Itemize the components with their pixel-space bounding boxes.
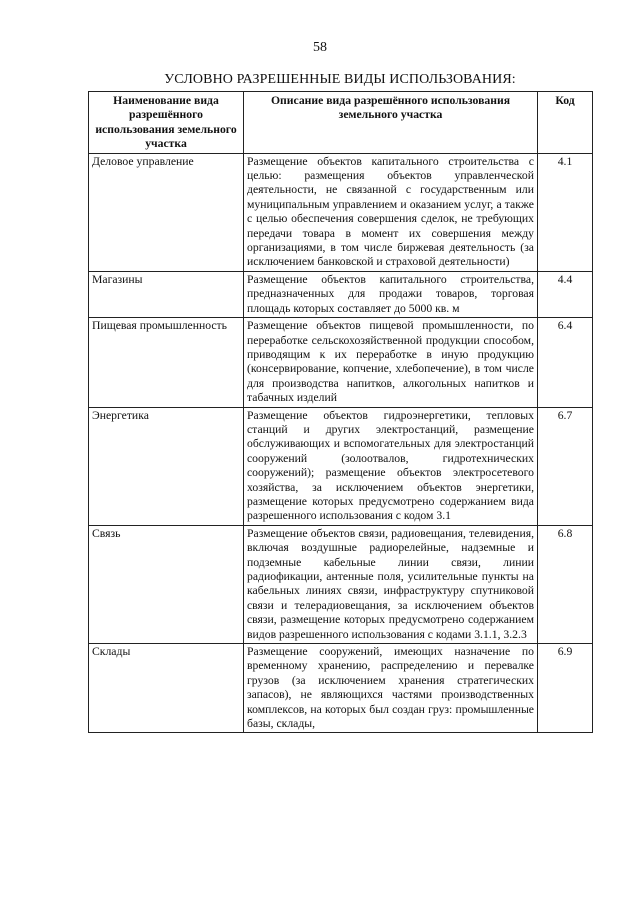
use-description: Размещение объектов пищевой промышленности, по переработке сельскохозяйственной продукции способом, приводящим к их переработке в иную продукцию (консервирование, копчение, хлебопечение), в том числе для производства напитков, алкогольных напитков и табачных изделий (244, 318, 538, 407)
use-code: 6.8 (538, 525, 593, 643)
page-number: 58 (313, 40, 327, 55)
use-name: Пищевая промышленность (89, 318, 244, 407)
use-code: 6.7 (538, 407, 593, 525)
table-row (89, 271, 593, 317)
use-name: Магазины (89, 271, 244, 317)
use-name: Склады (89, 644, 244, 733)
permitted-uses-table (88, 91, 593, 733)
use-name: Энергетика (89, 407, 244, 525)
use-name: Связь (89, 525, 244, 643)
use-code: 6.4 (538, 318, 593, 407)
use-description: Размещение сооружений, имеющих назначение по временному хранению, распределению и перевалке грузов (за исключением хранения стратегических запасов), не являющихся частями производственных комплексов, на которых был создан груз: промышленные базы, склады, (244, 644, 538, 733)
use-code: 4.4 (538, 271, 593, 317)
table-row (89, 407, 593, 525)
header-description: Описание вида разрешённого использования земельного участка (244, 92, 538, 154)
table-header-row (89, 92, 593, 154)
use-description: Размещение объектов капитального строительства, предназначенных для продажи товаров, торговая площадь которых составляет до 5000 кв. м (244, 271, 538, 317)
table-row (89, 318, 593, 407)
header-name: Наименование вида разрешённого использования земельного участка (89, 92, 244, 154)
use-code: 4.1 (538, 153, 593, 271)
use-code: 6.9 (538, 644, 593, 733)
table-row (89, 525, 593, 643)
table-row (89, 644, 593, 733)
use-description: Размещение объектов капитального строительства с целью: размещения объектов управленческой деятельности, не связанной с государственным или муниципальным управлением и оказанием услуг, а также с целью обеспечения совершения сделок, не требующих передачи товара в момент их совершения между организациями, в том числе биржевая деятельность (за исключением банковской и страховой деятельности) (244, 153, 538, 271)
header-code: Код (538, 92, 593, 154)
table-row (89, 153, 593, 271)
use-description: Размещение объектов гидроэнергетики, тепловых станций и других электростанций, размещение обслуживающих и вспомогательных для электростанций сооружений (золоотвалов, гидротехнических сооружений); размещение объектов электросетевого хозяйства, за исключением объектов энергетики, размещение которых предусмотрено содержанием вида разрешенного использования с кодом 3.1 (244, 407, 538, 525)
use-description: Размещение объектов связи, радиовещания, телевидения, включая воздушные радиорелейные, надземные и подземные кабельные линии связи, линии радиофикации, антенные поля, усилительные пункты на кабельных линиях связи, инфраструктуру спутниковой связи и телерадиовещания, за исключением объектов связи, размещение которых предусмотрено содержанием видов разрешенного использования с кодами 3.1.1, 3.2.3 (244, 525, 538, 643)
section-heading: УСЛОВНО РАЗРЕШЕННЫЕ ВИДЫ ИСПОЛЬЗОВАНИЯ: (164, 72, 516, 87)
use-name: Деловое управление (89, 153, 244, 271)
